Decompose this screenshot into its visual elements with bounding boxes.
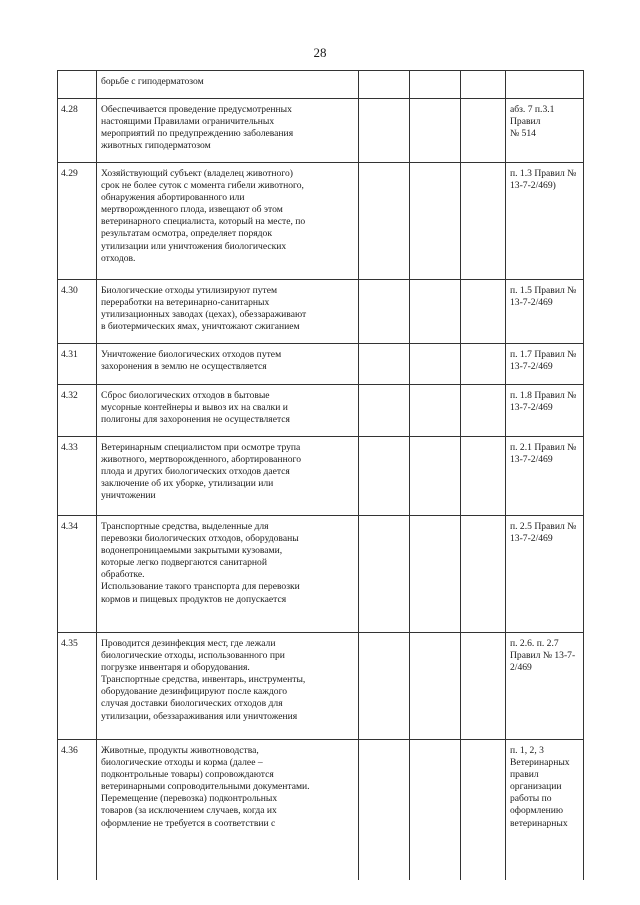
requirement-line: мусорные контейнеры и вывоз их на свалки и [101,402,288,414]
answer-cell-yes [359,437,410,516]
requirement-line: Животные, продукты животноводства, [101,745,259,756]
requirement-line: Транспортные средства, инвентарь, инструменты, [101,674,306,686]
answer-cell-no [410,437,461,516]
requirement-cell [97,437,359,516]
requirement-cell [97,71,359,99]
row-number-cell: 4.35 [58,633,97,740]
requirement-line: Хозяйствующий субъект (владелец животного) [101,168,293,179]
answer-cell-no [410,163,461,280]
reference-line: работы по [510,793,552,805]
reference-cell [506,344,584,385]
answer-cell-no [410,740,461,880]
reference-line: 13-7-2/469) [510,180,556,192]
answer-cell-yes [359,385,410,437]
answer-cell-na [461,99,506,163]
requirement-line: Биологические отходы утилизируют путем [101,285,278,296]
reference-line: п. 1.3 Правил № [510,168,577,179]
requirement-cell [97,344,359,385]
requirement-line: борьбе с гиподерматозом [101,76,204,87]
answer-cell-no [410,71,461,99]
answer-cell-na [461,633,506,740]
reference-cell [506,633,584,740]
requirement-cell [97,385,359,437]
requirement-line: переработки на ветеринарно-санитарных [101,297,270,309]
requirement-cell [97,740,359,880]
row-number-cell: 4.34 [58,516,97,633]
reference-cell [506,516,584,633]
reference-line: 13-7-2/469 [510,533,553,545]
requirement-line: уничтожении [101,490,156,502]
requirement-line: ветеринарного специалиста, который на месте, по [101,216,306,228]
reference-line: правил [510,769,539,781]
requirement-line: срок не более суток с момента гибели животного, [101,180,304,192]
reference-line: п. 1.8 Правил № [510,390,577,401]
requirement-line: Уничтожение биологических отходов путем [101,349,282,360]
answer-cell-yes [359,633,410,740]
requirement-line: отходов. [101,252,136,264]
requirement-line: случая доставки биологических отходов для [101,698,283,710]
requirement-line: утилизации, обеззараживания или уничтожения [101,710,298,722]
reference-cell [506,71,584,99]
requirement-line: водонепроницаемыми закрытыми кузовами, [101,545,283,557]
answer-cell-yes [359,740,410,880]
requirement-line: Проводится дезинфекция мест, где лежали [101,638,276,649]
answer-cell-na [461,740,506,880]
answer-cell-no [410,516,461,633]
row-number-cell: 4.30 [58,280,97,344]
reference-line: Правил № 13-7- [510,650,576,662]
requirement-line: настоящими Правилами ограничительных [101,116,275,128]
row-number-cell [58,71,97,99]
answer-cell-yes [359,163,410,280]
reference-line: организации [510,781,562,793]
reference-line: 13-7-2/469 [510,297,553,309]
answer-cell-yes [359,344,410,385]
reference-line: п. 1.5 Правил № [510,285,577,296]
requirement-line: обработке. [101,569,145,581]
carryover-row [58,71,584,99]
reference-line: п. 1, 2, 3 [510,745,544,756]
requirement-line: Ветеринарным специалистом при осмотре трупа [101,442,301,453]
requirement-line: оборудование дезинфицируют после каждого [101,686,288,698]
row-number-cell: 4.33 [58,437,97,516]
requirement-line: плода и других биологических отходов дается [101,466,290,478]
requirement-line: утилизационных заводах (цехах), обеззараживают [101,309,307,321]
reference-line: абз. 7 п.3.1 Правил [510,104,555,128]
answer-cell-no [410,633,461,740]
table-row [58,740,584,880]
requirement-cell [97,163,359,280]
table-row [58,437,584,516]
requirement-line: ветеринарными сопроводительными документами. [101,781,310,793]
answer-cell-na [461,280,506,344]
reference-line: п. 2.6. п. 2.7 [510,638,559,649]
row-number-cell: 4.32 [58,385,97,437]
answer-cell-na [461,516,506,633]
answer-cell-yes [359,99,410,163]
reference-line: № 514 [510,128,536,140]
reference-line: 13-7-2/469 [510,402,553,414]
answer-cell-yes [359,280,410,344]
reference-line: п. 2.1 Правил № [510,442,577,453]
requirement-line: заключение об их уборке, утилизации или [101,478,274,490]
requirement-line: Транспортные средства, выделенные для [101,521,269,532]
requirement-line: биологические отходы и корма (далее – [101,757,263,769]
requirement-line: в биотермических ямах, уничтожают сжиганием [101,321,300,333]
table-row [58,344,584,385]
reference-line: Ветеринарных [510,757,570,769]
requirement-line: мероприятий по предупреждению заболевания [101,128,294,140]
table-row [58,99,584,163]
requirement-line: Перемещение (перевозка) подконтрольных [101,793,278,805]
table-row [58,516,584,633]
reference-line: ветеринарных [510,817,568,829]
requirement-line: перевозки биологических отходов, оборудованы [101,533,299,545]
reference-line: оформлению [510,805,564,817]
requirement-line: погрузке инвентаря и оборудования. [101,662,250,674]
reference-line: 2/469 [510,662,532,674]
row-number-cell: 4.29 [58,163,97,280]
answer-cell-na [461,71,506,99]
reference-cell [506,163,584,280]
row-number-cell: 4.36 [58,740,97,880]
requirement-line: утилизации или уничтожения биологических [101,240,287,252]
requirements-table [57,70,584,880]
requirement-line: мертворожденного плода, извещают об этом [101,204,283,216]
answer-cell-yes [359,71,410,99]
reference-cell [506,385,584,437]
page-number: 28 [313,45,327,60]
requirement-line: Сброс биологических отходов в бытовые [101,390,270,401]
reference-cell [506,99,584,163]
row-number-cell: 4.31 [58,344,97,385]
requirement-cell [97,99,359,163]
reference-cell [506,437,584,516]
answer-cell-no [410,344,461,385]
answer-cell-na [461,385,506,437]
table-row [58,385,584,437]
answer-cell-no [410,280,461,344]
answer-cell-na [461,344,506,385]
answer-cell-yes [359,516,410,633]
requirement-line: подконтрольные товары) сопровождаются [101,769,274,781]
row-number-cell: 4.28 [58,99,97,163]
reference-cell [506,740,584,880]
requirement-line: которые легко подвергаются санитарной [101,557,267,569]
requirement-line: обнаружения абортированного или [101,192,245,204]
requirement-line: полигоны для захоронения не осуществляется [101,414,290,426]
requirement-line: Обеспечивается проведение предусмотренных [101,104,292,115]
reference-line: п. 2.5 Правил № [510,521,577,532]
requirement-line: захоронения в землю не осуществляется [101,361,267,373]
requirement-line: биологические отходы, использованного при [101,650,285,662]
reference-cell [506,280,584,344]
reference-line: п. 1.7 Правил № [510,349,577,360]
requirement-line: товаров (за исключением случаев, когда их [101,805,277,817]
requirement-line: оформление не требуется в соответствии с [101,817,276,829]
table-row [58,163,584,280]
requirement-cell [97,633,359,740]
answer-cell-no [410,385,461,437]
requirement-cell [97,516,359,633]
answer-cell-na [461,437,506,516]
answer-cell-no [410,99,461,163]
requirement-line: Использование такого транспорта для перевозки [101,581,300,593]
reference-line: 13-7-2/469 [510,361,553,373]
requirement-line: животного, мертворожденного, абортированного [101,454,301,466]
table-row [58,633,584,740]
requirement-line: животных гиподерматозом [101,140,211,152]
requirement-line: кормов и пищевых продуктов не допускается [101,593,287,605]
requirement-cell [97,280,359,344]
table-row [58,280,584,344]
reference-line: 13-7-2/469 [510,454,553,466]
answer-cell-na [461,163,506,280]
requirement-line: результатам осмотра, определяет порядок [101,228,273,240]
